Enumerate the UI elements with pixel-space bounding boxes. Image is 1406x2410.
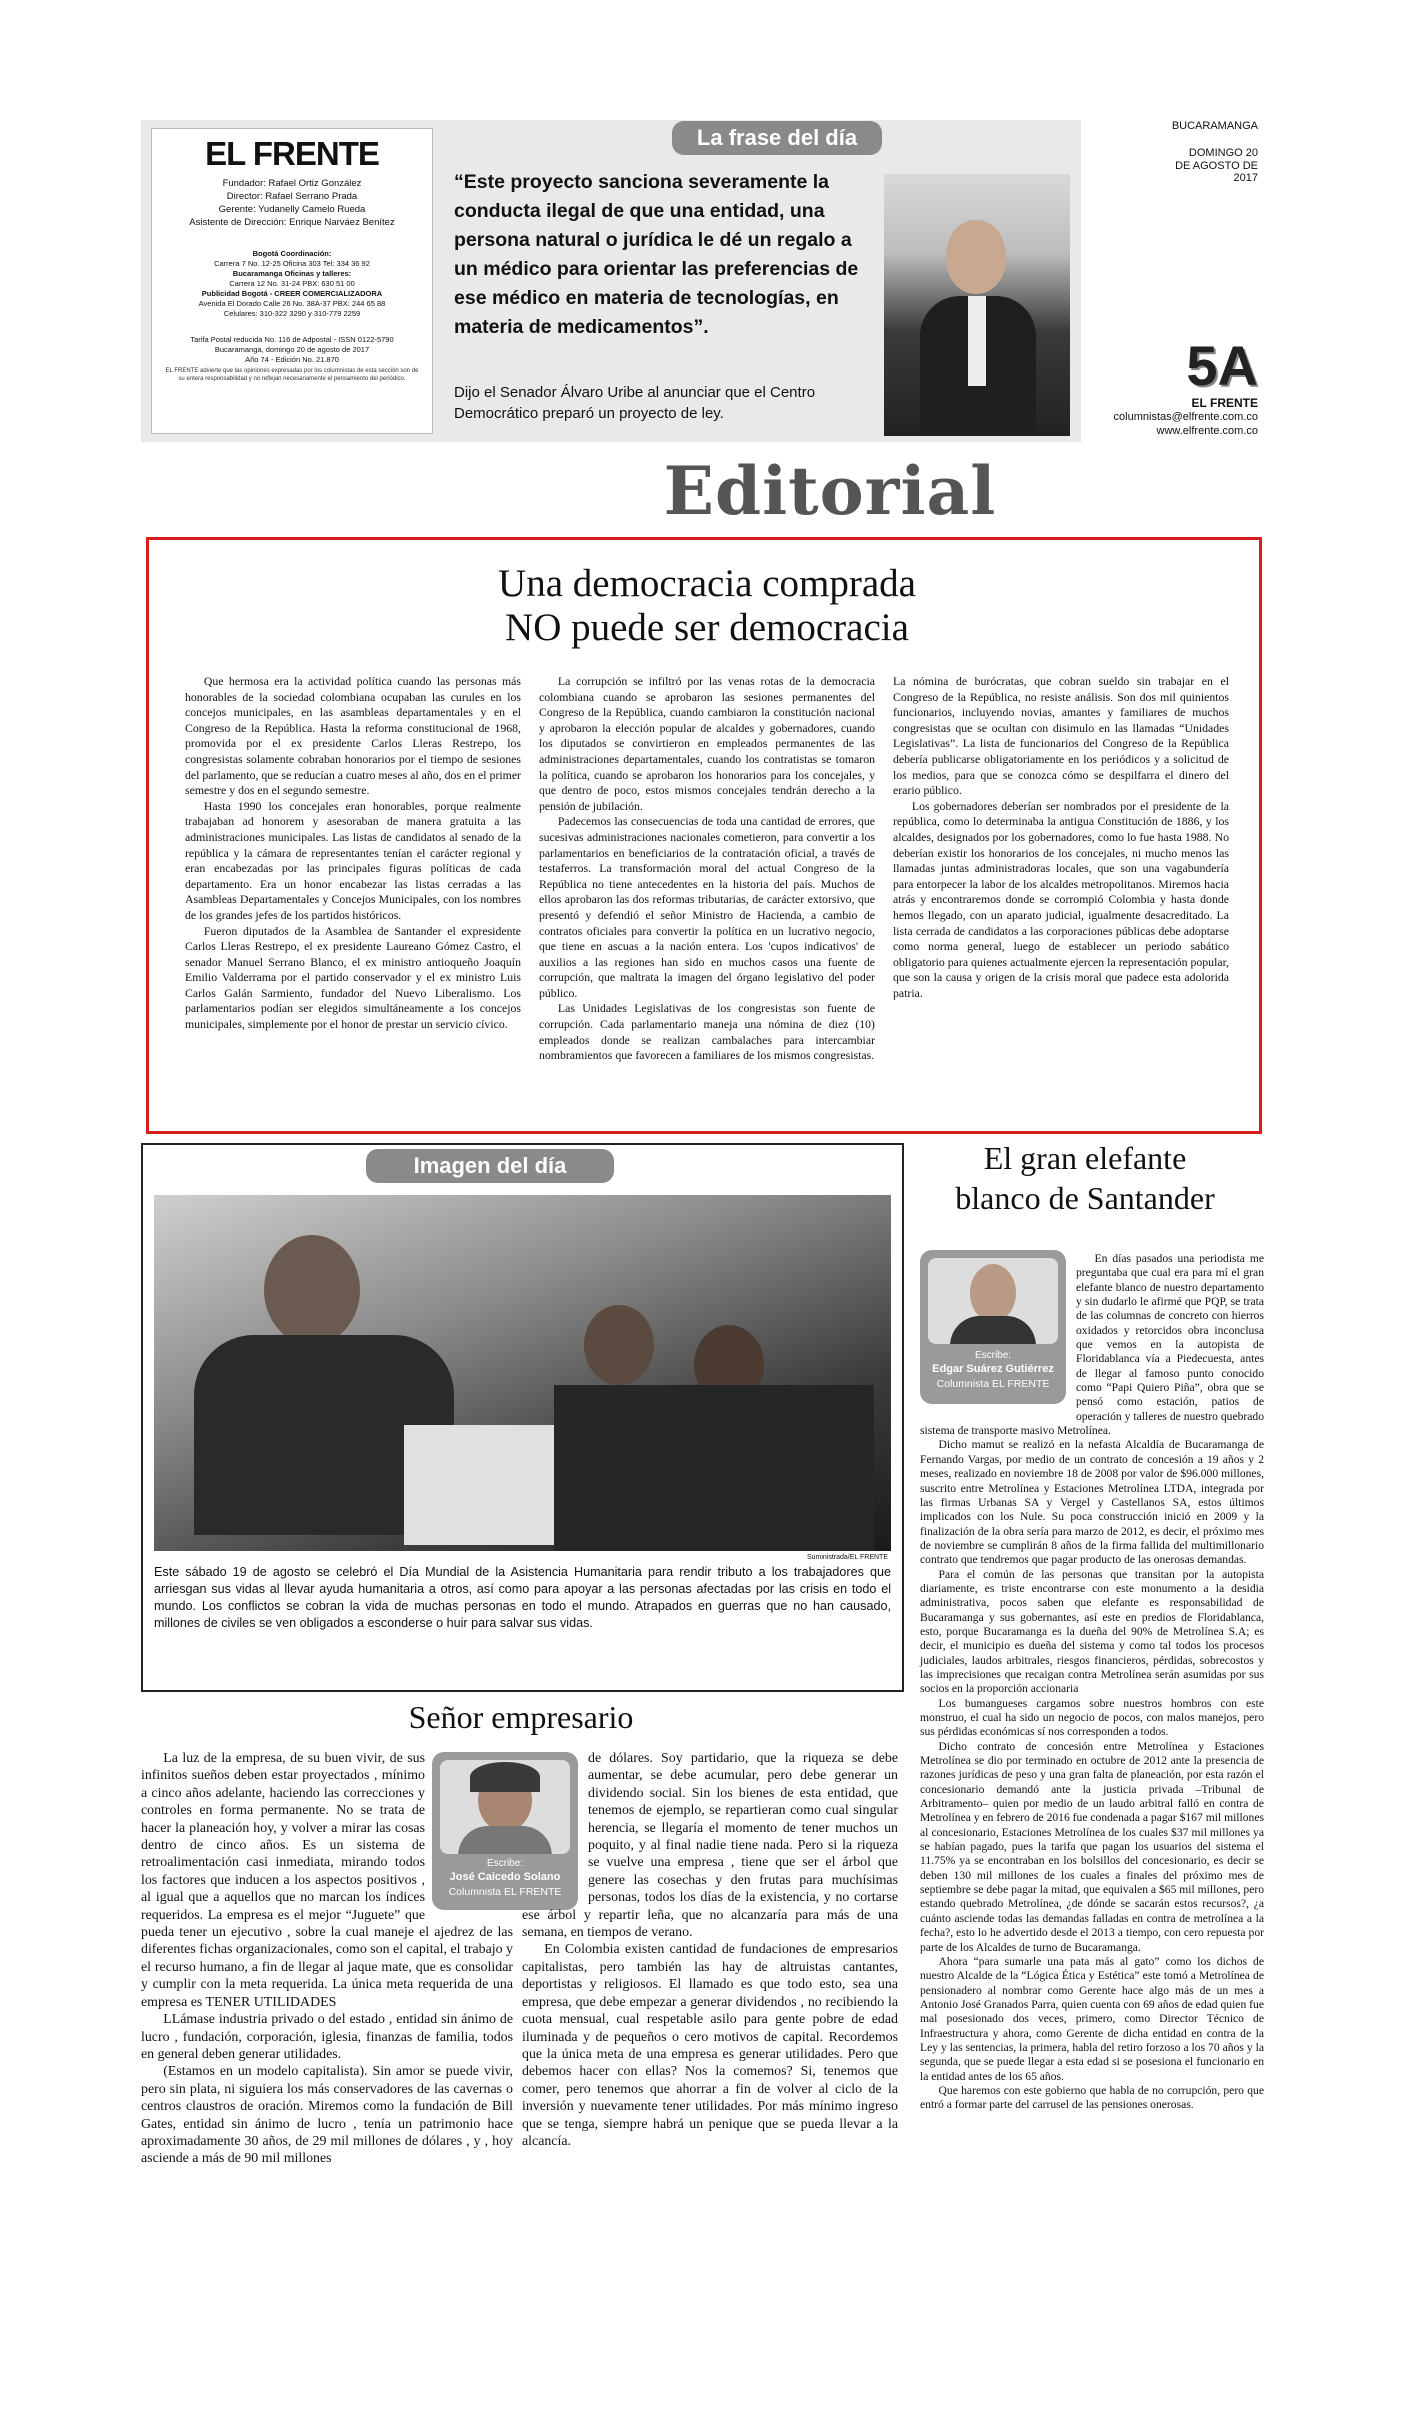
imagen-caption: Este sábado 19 de agosto se celebró el Día Mundial de la Asistencia Humanitaria para rendir tributo a los trabajadores que arriesgan sus vidas al llevar ayuda humanitaria a otros, así como para apoyar a las personas afectadas por las crisis en todo el mundo. Los conflictos se cobran la vida de muchas personas en todo el mundo. Atrapados en guerras que no han causado, millones de civiles se ven obligados a esconderse o huir para salvar sus vidas. [154,1565,891,1630]
elefante-text: En días pasados una periodista me preguntaba que cual era para mí el gran elefante blanco de nuestro departamento y sin dudarlo le afirmé que PQP, se trata de las columnas de concreto con hierros oxidados y retorcidos obra inconclusa que vemos en la autopista de Floridablanca vía a Piedecuesta, antes de llegar al famoso punto conocido como “Papi Quiero Piña”, obra que se pensó como estación, patios de operación y talleres de nuestro quebrado sistema de transporte masivo Metrolínea. Dicho mamut se realizó en la nefasta Alcaldía de Bucaramanga de Fernando Vargas, por medio de un contrato de concesión a 19 años y 2 meses, realizado en noviembre 18 de 2008 por valor de $96.000 millones, suscrito entre Metrolínea y Estaciones Metrolínea LTDA, integrada por las firmas Urbanas SA y Vergel y Castellanos SA, estos últimos implicados con los Nule. Su poca construcción inició en 2009 y la finalización de la obra sería para marzo de 2012, es decir, el próximo mes de noviembre se cumplirán 8 años de la firma fallida del multimillonario contrato que tendremos que pagar producto de las onerosas demandas. Para el común de las personas que transitan por la autopista diariamente, es triste encontrarse con este monumento a la desidia administrativa, pocos saben que elefante es responsabilidad de Bucaramanga y sus gobernantes, así este en predios de Floridablanca, esto, porque Bucaramanga es la dueña del 90% de Metrolínea S.A; es decir, el municipio es dueña del sistema y como tal todos los procesos judiciales, laudos arbitrales, riesgos financieros, pérdidas, sobrecostos y las imprecisiones que recaigan contra Metrolínea serán asumidas por sus socios en la proporción accionaria Los bumangueses cargamos sobre nuestros hombros con este monstruo, el cual ha sido un negocio de pocos, con malos manejos, pero sus pérdidas económicas sí nos corresponden a todos. Dicho contrato de concesión entre Metrolínea y Estaciones Metrolínea se dio por terminado en octubre de 2012 ante la presencia de razones jurídicas de peso y una gran falta de planeación, por esta razón el concesionario demandó ante la justicia privada –Tribunal de Arbitramento– quien por medio de un laudo arbitral falló en contra de Metrolínea y en febrero de 2016 fue condenada a pagar $167 mil millones al concesionario, Estaciones Metrolínea de los cuales $37 mil millones ya se habían pagado, pues la tarifa que pagan los usuarios del sistema el 11.75% ya se encontraban en los bolsillos del concesionario, es decir se deben 130 mil millones de los cuales a finales del próximo mes de septiembre se debe pagar la mitad, que equivalen a $65 mil millones, pero estando quebrado Metrolínea, ¿de dónde se sacarán estos recursos?, ¿a cuánto asciende todas las demandas falladas en contra de metrolínea a la fecha?, esto lo he advertido desde el 2013 a tiempo, con cero repuesta por parte de los Alcaldes de turno de Bucaramanga. Ahora “para sumarle una pata más al gato” como los dichos de nuestro Alcalde de la “Lógica Ética y Estética” este tomó a Metrolínea de pensionadero al nombrar como Gerente hace algo más de un mes a Antonio José Granados Parra, quien cuenta con 69 años de edad quien fue mal posesionado dos veces, primero, como Director Técnico de Infraestructura y ahora, como Gerente de dicha entidad en contra de la Ley y las sentencias, la primera, habla del retiro forzoso a los 70 años y la segunda, que se puede llegar a esta edad si se posesiona el funcionario en la entidad antes de los 65 años. Que haremos con este gobierno que habla de no corrupción, pero que entró a formar parte del carrusel de las pensiones onerosas. [920,1252,1264,2112]
empresario-role: Columnista EL FRENTE [448,1886,562,1898]
masthead-staff: Fundador: Rafael Ortiz González Director: Rafael Serrano Prada Gerente: Yudanelly Camelo Rueda Asistente de Dirección: Enrique Narváez Benítez [189,178,395,228]
masthead-disclaimer: EL FRENTE advierte que las opiniones expresadas por los columnistas de esta sección son de su entera responsabilidad y no reflejan necesariamente el pensamiento del periódico. [165,368,419,382]
masthead-panel [151,128,433,434]
elefante-title-1: El gran elefante [983,1140,1187,1176]
editorial-title-2: NO puede ser democracia [505,606,909,649]
uribe-photo [884,174,1070,436]
editorial-col-3: La nómina de burócratas, que cobran sueldo sin trabajar en el Congreso de la República, no resiste análisis. Son dos mil quinientos funcionarios, incluyendo novias, amantes y familiares de muchos congresistas que se ocultan con disimulo en las llamadas “Unidades Legislativas”. La lista de funcionarios del Congreso de la República debería publicarse obligatoriamente en los periódicos y a solicitud de los medios, para que se conozca cómo se despilfarra el dinero del erario público. Los gobernadores deberían ser nombrados por el presidente de la república, como lo determinaba la antigua Constitución de 1886, y los alcaldes, designados por los gobernadores, como lo fue hasta 1988. No deberían existir los honorarios de los concejales, ni mucho menos las llamadas juntas administradoras locales, que son una vagabundería para entorpecer la labor de los alcaldes metropolitanos. Miremos hacia atrás y encontraremos donde se corrompió Colombia y hasta donde hemos llegado, con un aparato judicial, igualmente desacreditado. La lista cerrada de candidatos a las corporaciones públicas debe adoptarse como norma general, luego de establecer un periodo sabático obligatorio para quienes actualmente ejercen la representación popular, que son la causa y origen de la crisis moral que padece esta adolorida patria. [893,674,1229,1000]
empresario-col-2: de dólares. Soy partidario, que la riqueza se debe aumentar, se debe acumular, pero debe generar un dividendo social. Sin los bienes de esta entidad, que tenemos de ejemplo, se repartieran como cual singular herencia, se llegaría el momento de tener muchos un poquito, y al final nadie tiene nada. Pero si la riqueza se vuelve una empresa , tiene que ser el árbol que genere las cosechas y den frutas para muchísimas personas, todos los días de la existencia, y no cortarse ese árbol y repartir leña, que no alcanzaría para más de una semana, en tiempos de verano. En Colombia existen cantidad de fundaciones de empresarios capitalistas, pero también las hay de altruistas cantantes, deportistas y religiosos. El llamado es que todo esto, sea una empresa, que debe empezar a generar dividendos , no recibiendo la cuota mensual, cual respetable asilo para gente pobre de edad iluminada y de pequeños o cero motivos de capital. Recordemos que la única meta de una empresa es generar utilidades. Pero que debemos hacer con ellas? Nos la comemos? Si, tenemos que comer, pero tenemos que ahorrar a fin de volver al ciclo de la inversión y nuevamente tener utilidades. Por más mínimo ingreso que se tenga, siempre habrá un penique que se pueda llevar a la alcancía. [522,1751,898,2149]
elefante-byline-label: Escribe: [974,1350,1012,1361]
editorial-col-1: Que hermosa era la actividad política cuando las personas más honorables de la sociedad colombiana ocupaban las curules en los concejos municipales, en las asambleas departamentales y en el Congreso de la República. Hasta la reforma constitucional de 1968, promovida por el ex presidente Carlos Lleras Restrepo, los congresistas solamente cobraban honorarios por el tiempo de sesiones del parlamento, que se reducían a cuatro meses al año, dos en el primer semestre y dos en el segundo semestre. Hasta 1990 los concejales eran honorables, porque realmente trabajaban ad honorem y asesoraban de manera gratuita a las administraciones municipales. Las listas de candidatos al senado de la república y la cámara de representantes tenían el carácter regional y eran encabezadas por las principales figuras políticas de cada departamento. Era un honor encabezar las listas cerradas a las Asambleas Departamentales y Concejos Municipales, con los nombres de los grandes jefes de los partidos históricos. Fueron diputados de la Asamblea de Santander el expresidente Carlos Lleras Restrepo, el ex presidente Laureano Gómez Castro, el senador Manuel Serrano Blanco, el ex ministro antioqueño Joaquín Emilio Valderrama por el partido conservador y el ex ministro Luis Carlos Galán Sarmiento, fundador del Nuevo Liberalismo. Los parlamentarios podían ser elegidos simultáneamente a los concejos municipales, simplemente por el honor de prestar un servicio cívico. [185,674,521,1032]
frase-caption: Dijo el Senador Álvaro Uribe al anunciar que el Centro Democrático preparó un proyecto de ley. [454,384,816,422]
header-web[interactable]: www.elfrente.com.co [1156,425,1258,437]
masthead-offices: Bogotá Coordinación: Carrera 7 No. 12-25 Oficina 303 Tel: 334 36 92 Bucaramanga Oficinas y talleres: Carrera 12 No. 31-24 PBX: 630 51 00 Publicidad Bogotá - CREER COMERCIALIZADORA Avenida El Dorado Calle 26 No. 38A-37 PBX: 244 65 88 Celulares: 310-322 3290 y 310-779 2259 [198,249,386,318]
page-number: 5A [1186,334,1258,397]
header-email[interactable]: columnistas@elfrente.com.co [1113,411,1258,423]
elefante-role: Columnista EL FRENTE [936,1378,1050,1390]
empresario-title: Señor empresario [408,1699,634,1735]
frase-quote: “Este proyecto sanciona severamente la conducta ilegal de que una entidad, una persona natural o jurídica le dé un regalo a un médico para orientar las preferencias de ese médico en materia de tecnologías, en materia de medicamentos”. [454,171,859,338]
empresario-col-1: La luz de la empresa, de su buen vivir, de sus infinitos sueños deben estar proyectados , mínimo a cinco años adelante, haciendo las correcciones y controles en forma permanente. No se trata de hacer la planeación hoy, y volver a mirar las cosas dentro de cinco años. Es un sistema de retroalimentación casi inmediata, mirando todos los factores que inducen a los aspectos positivos , al igual que a aquellos que no marcan los índices requeridos. La empresa es el mejor “Juguete” que pueda tener un ejecutivo , sobre la cual maneje el ajedrez de las diferentes fichas organizacionales, como son el capital, el trabajo y el recurso humano, a fin de llegar al jaque mate, que es consolidar y cumplir con la meta requerida. La única meta requerida de una empresa es TENER UTILIDADES LLámase industria privado o del estado , entidad sin ánimo de lucro , fundación, corporación, iglesia, finanzas de familia, todos en general deben generar utilidades. (Estamos en un modelo capitalista). Sin amor se puede vivir, pero sin plata, ni siguiera los más conservadores de las cavernas o centros claustros de oración. Miremos como la fundación de Bill Gates, entidad sin ánimo de lucro , tenía un patrimonio hace aproximadamente 30 años, de 29 mil millones de dólares , y , hoy asciende a más de 90 mil millones [141,1751,513,2167]
empresario-byline-label: Escribe: [486,1858,524,1869]
imagen-credit: Suministrada/EL FRENTE [806,1554,888,1561]
editorial-columns [185,674,1229,1064]
imagen-label: Imagen del día [366,1149,614,1183]
frase-label: La frase del día [672,121,882,155]
humanitarian-photo [154,1195,891,1551]
header-city: BUCARAMANGA [1171,120,1258,132]
section-title: Editorial [663,452,997,530]
elefante-title-2: blanco de Santander [955,1180,1215,1216]
empresario-author: José Caicedo Solano [449,1871,561,1883]
editorial-col-2: La corrupción se infiltró por las venas rotas de la democracia colombiana cuando se aprobaron las sesiones permanentes del Congreso de la República, cuando cambiaron la constitución nacional y aprobaron la elección popular de alcaldes y gobernadores, cuando los diputados se convirtieron en empleados permanentes de las administraciones departamentales, cuando los contratistas se tomaron la política, cuando se aprobaron los honorarios para los concejales, y que dentro de poco, estos mismos concejales tendrán derecho a la pensión de jubilación. Padecemos las consecuencias de toda una cantidad de errores, que sucesivas administraciones nacionales cometieron, para convertir a los parlamentarios en beneficiarios de la contratación oficial, a través de testaferros. La transformación moral del actual Congreso de la República no tiene antecedentes en la historia del país. Muchos de ellos aprobaron las dos reformas tributarias, de carácter extorsivo, que presentó y defendió el señor Ministro de Hacienda, a cambio de contratos oficiales para convertir la política en un lucrativo negocio, que tiene en ascuas a la nación entera. Los 'cupos indicativos' de auxilios a las regiones han sido en muchos casos una fuente de corrupción, que maltrata la imagen del órgano legislativo del poder público. Las Unidades Legislativas de los congresistas son fuente de corrupción. Cada parlamentario maneja una nómina de diez (10) empleados donde se realizan cambalaches para intercambiar nombramientos que favorecen a familiares de los mismos congresistas. [539,674,875,1063]
header-brand: EL FRENTE [1191,396,1258,410]
header-date-2: DE AGOSTO DE 2017 [1175,160,1258,184]
header-date-1: DOMINGO 20 [1188,147,1258,159]
elefante-intro: En días pasados una periodista me preguntaba que cual era para mí el gran elefante blanco de nuestro departamento y sin dudarlo le afirmé que PQP, se trata de las columnas de concreto con hierros oxidados y retorcidos obra inconclusa que vemos en la autopista de Floridablanca vía a Piedecuesta, antes de llegar al famoso punto conocido como “Papi Quiero Piña”, obra que se pensó como estación, patios de operación y talleres de nuestro quebrado sistema de transporte masivo Metrolínea. [920,1252,1264,1438]
masthead-logo: EL FRENTE [205,135,379,172]
elefante-author: Edgar Suárez Gutiérrez [932,1363,1054,1375]
editorial-title-1: Una democracia comprada [498,562,916,605]
editorial-box [146,537,1262,1134]
masthead-edition: Tarifa Postal reducida No. 116 de Adpostal - ISSN 0122-5790 Bucaramanga, domingo 20 de agosto de 2017 Año 74 - Edición No. 21.870 [190,335,394,364]
